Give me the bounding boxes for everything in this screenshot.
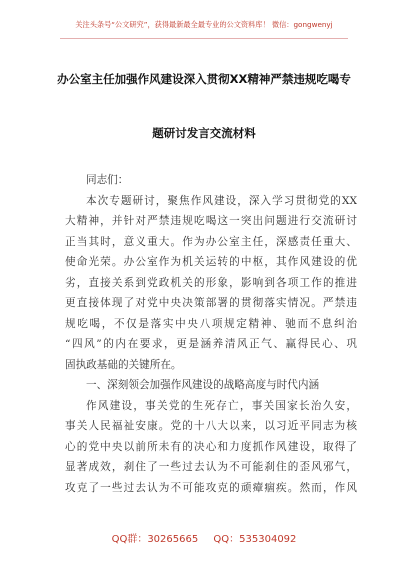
header-divider <box>60 38 348 39</box>
body-line: 作风建设，事关党的生死存亡，事关国家长治久安， <box>86 399 357 412</box>
body-line: 大精神，并针对严禁违规吃喝这一突出问题进行交流研讨 <box>65 215 357 227</box>
body-line: 劣，直接关系到党政机关的形象，影响到各项工作的推进 <box>65 276 357 289</box>
header-banner: 关注头条号“公文研究”，获得最新最全最专业的公文资料库！ 微信：gongwenyj <box>75 20 333 29</box>
body-line: 更直接体现了对党中央决策部署的贯彻落实情况。严禁违 <box>65 297 357 309</box>
body-line: 显著成效，刹住了一些过去认为不可能刹住的歪风邪气， <box>65 461 357 473</box>
document-title-line-1: 办公室主任加强作风建设深入贯彻XX精神严禁违规吃喝专 <box>57 72 351 86</box>
footer-qq: QQ：535304092 <box>213 534 297 545</box>
body-line: 攻克了一些过去认为不可能攻克的顽瘴痼疾。然而，作风 <box>65 481 357 494</box>
document-body <box>65 170 357 498</box>
body-line: 同志们： <box>86 174 129 186</box>
body-line: 一、深刻领会加强作风建设的战略高度与时代内涵 <box>86 379 320 391</box>
body-line: 正当其时，意义重大。作为办公室主任，深感责任重大、 <box>65 235 357 248</box>
body-line: “四风”的内在要求，更是涵养清风正气、赢得民心、巩 <box>65 338 357 350</box>
body-line: 事关人民福祉安康。党的十八大以来，以习近平同志为核 <box>65 420 357 432</box>
body-line: 本次专题研讨，聚焦作风建设，深入学习贯彻党的XX <box>86 194 357 207</box>
document-title-line-2: 题研讨发言交流材料 <box>152 126 256 140</box>
footer-qq-group: QQ群：30265665 <box>111 534 199 545</box>
body-line: 使命光荣。办公室作为机关运转的中枢，其作风建设的优 <box>65 256 357 268</box>
body-line: 心的党中央以前所未有的决心和力度抓作风建设，取得了 <box>65 440 357 453</box>
body-line: 固执政基础的关键所在。 <box>65 358 182 371</box>
body-line: 规吃喝，不仅是落实中央八项规定精神、驰而不息纠治 <box>65 317 357 330</box>
footer-contact <box>0 530 408 545</box>
